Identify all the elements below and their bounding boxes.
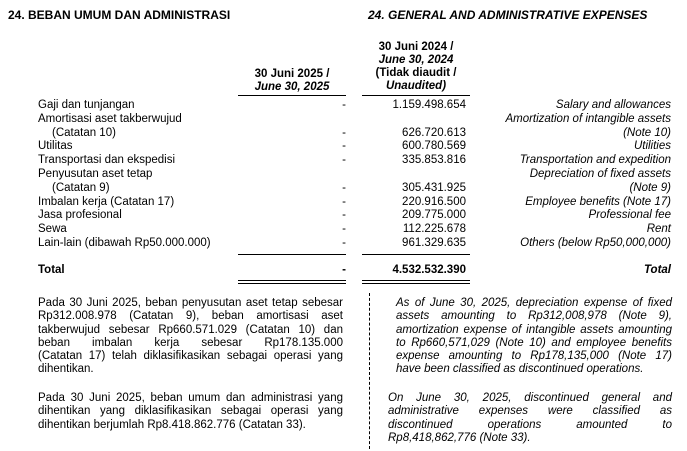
column-header-2024-line2: June 30, 2024 bbox=[378, 54, 454, 66]
row-label-en: Transportation and expedition bbox=[519, 154, 671, 167]
row-label-en: Depreciation of fixed assets bbox=[529, 168, 671, 180]
note-paragraph-2-id bbox=[38, 392, 343, 432]
total-value-2024: 4.532.532.390 bbox=[392, 264, 466, 276]
row-value-2024: 961.329.635 bbox=[402, 237, 466, 249]
total-label-id: Total bbox=[38, 264, 65, 276]
row-value-2024: 600.780.569 bbox=[402, 140, 466, 153]
total-double-underline-2024 bbox=[362, 280, 470, 284]
row-label-en: Utilities bbox=[633, 140, 671, 153]
row-value-2025: - bbox=[342, 154, 346, 167]
note-paragraph-1-id bbox=[38, 297, 343, 377]
row-value-2024: 112.225.678 bbox=[402, 223, 466, 236]
paragraph-line: As of June 30, 2025, depreciation expense of fixed bbox=[396, 297, 672, 309]
column-header-2025-line2: June 30, 2025 bbox=[254, 81, 330, 93]
paragraph-line: discontinued operations amounted to bbox=[388, 418, 672, 431]
paragraph-line: dihentikan. bbox=[38, 363, 94, 376]
row-label-en: Employee benefits (Note 17) bbox=[525, 195, 671, 208]
row-value-2024: 1.159.498.654 bbox=[392, 99, 466, 111]
row-label-en: Professional fee bbox=[588, 209, 671, 222]
row-label-id-cont: (Catatan 9) bbox=[52, 181, 110, 194]
note-paragraph-2-en bbox=[388, 392, 672, 445]
row-label-id: Transportasi dan ekspedisi bbox=[38, 154, 176, 167]
row-label-id: Sewa bbox=[38, 223, 67, 236]
subtotal-line-2024 bbox=[362, 254, 470, 255]
row-label-en: Salary and allowances bbox=[555, 99, 671, 111]
paragraph-line: administrative expenses were classified as bbox=[388, 405, 672, 418]
total-double-underline-2025 bbox=[238, 280, 346, 284]
row-label-id: Imbalan kerja (Catatan 17) bbox=[38, 195, 175, 208]
row-value-2025: - bbox=[342, 209, 346, 222]
column-header-2025 bbox=[236, 68, 348, 94]
row-value-2025: - bbox=[342, 181, 346, 194]
row-label-en-cont: (Note 9) bbox=[629, 181, 671, 194]
row-label-id: Penyusutan aset tetap bbox=[38, 168, 153, 180]
paragraph-line: dihentikan yang diklasifikasikan sebagai operasi yang bbox=[38, 405, 343, 418]
row-label-id: Jasa profesional bbox=[38, 209, 122, 222]
paragraph-line: On June 30, 2025, discontinued general and bbox=[388, 392, 672, 404]
section-heading-id: 24. BEBAN UMUM DAN ADMINISTRASI bbox=[8, 8, 231, 22]
row-value-2025: - bbox=[342, 140, 346, 153]
row-label-en: Others (below Rp50,000,000) bbox=[520, 237, 671, 249]
row-value-2024: 335.853.816 bbox=[402, 154, 466, 167]
row-label-en: Amortization of intangible assets bbox=[505, 112, 671, 125]
row-value-2024: 305.431.925 bbox=[402, 181, 466, 194]
paragraph-line: Pada 30 Juni 2025, beban penyusutan aset tetap sebesar bbox=[38, 297, 343, 309]
row-label-id: Amortisasi aset takberwujud bbox=[38, 112, 182, 125]
column-header-2024-line1: 30 Juni 2024 / bbox=[378, 41, 454, 53]
paragraph-line: assets amounting to Rp312,008,978 (Note 9), bbox=[396, 310, 672, 323]
paragraph-line: Rp312.008.978 (Catatan 9), beban amortisasi aset bbox=[38, 310, 343, 323]
total-label-en: Total bbox=[643, 264, 671, 276]
row-label-en: Rent bbox=[646, 223, 671, 236]
paragraph-line: dihentikan berjumlah Rp8.418.862.776 (Catatan 33). bbox=[38, 418, 306, 431]
row-value-2025: - bbox=[342, 195, 346, 208]
row-label-id: Utilitas bbox=[38, 140, 73, 153]
note-paragraph-1-en bbox=[396, 297, 672, 377]
paragraph-line: takberwujud sebesar Rp660.571.029 (Catatan 10) dan bbox=[38, 323, 343, 336]
row-value-2024: 209.775.000 bbox=[402, 209, 466, 222]
column-header-2024 bbox=[360, 41, 472, 93]
section-heading-en: 24. GENERAL AND ADMINISTRATIVE EXPENSES bbox=[368, 8, 648, 22]
row-label-id: Lain-lain (dibawah Rp50.000.000) bbox=[38, 237, 211, 249]
column-header-2024-line4: Unaudited) bbox=[385, 80, 447, 92]
paragraph-line: Rp8,418,862,776 (Note 33). bbox=[388, 431, 531, 444]
row-label-id-cont: (Catatan 10) bbox=[52, 126, 116, 139]
row-value-2025: - bbox=[342, 126, 346, 139]
row-value-2025: - bbox=[342, 223, 346, 236]
column-header-2025-line1: 30 Juni 2025 / bbox=[254, 68, 330, 80]
row-value-2025: - bbox=[342, 237, 346, 249]
column-divider bbox=[369, 293, 370, 449]
paragraph-line: expense amounting to Rp178,135,000 (Note 17) bbox=[396, 350, 672, 363]
paragraph-line: to Rp660,571,029 (Note 10) and employee benefits bbox=[396, 336, 672, 349]
paragraph-line: Pada 30 Juni 2025, beban umum dan administrasi yang bbox=[38, 392, 343, 404]
paragraph-line: have been classified as discontinued operations. bbox=[396, 363, 644, 376]
total-value-2025: - bbox=[342, 264, 346, 276]
row-value-2024: 626.720.613 bbox=[402, 126, 466, 139]
row-value-2024: 220.916.500 bbox=[402, 195, 466, 208]
paragraph-line: beban imbalan kerja sebesar Rp178.135.000 bbox=[38, 336, 343, 349]
paragraph-line: (Catatan 17) telah diklasifikasikan sebagai operasi yang bbox=[38, 350, 343, 363]
row-label-en-cont: (Note 10) bbox=[623, 126, 671, 139]
paragraph-line: amortization expense of intangible assets amounting bbox=[396, 323, 672, 336]
header-underline-2025 bbox=[238, 95, 346, 96]
subtotal-line-2025 bbox=[238, 254, 346, 255]
column-header-2024-line3: (Tidak diaudit / bbox=[375, 67, 457, 79]
row-value-2025: - bbox=[342, 99, 346, 111]
row-label-id: Gaji dan tunjangan bbox=[38, 99, 135, 111]
header-underline-2024 bbox=[362, 95, 470, 96]
